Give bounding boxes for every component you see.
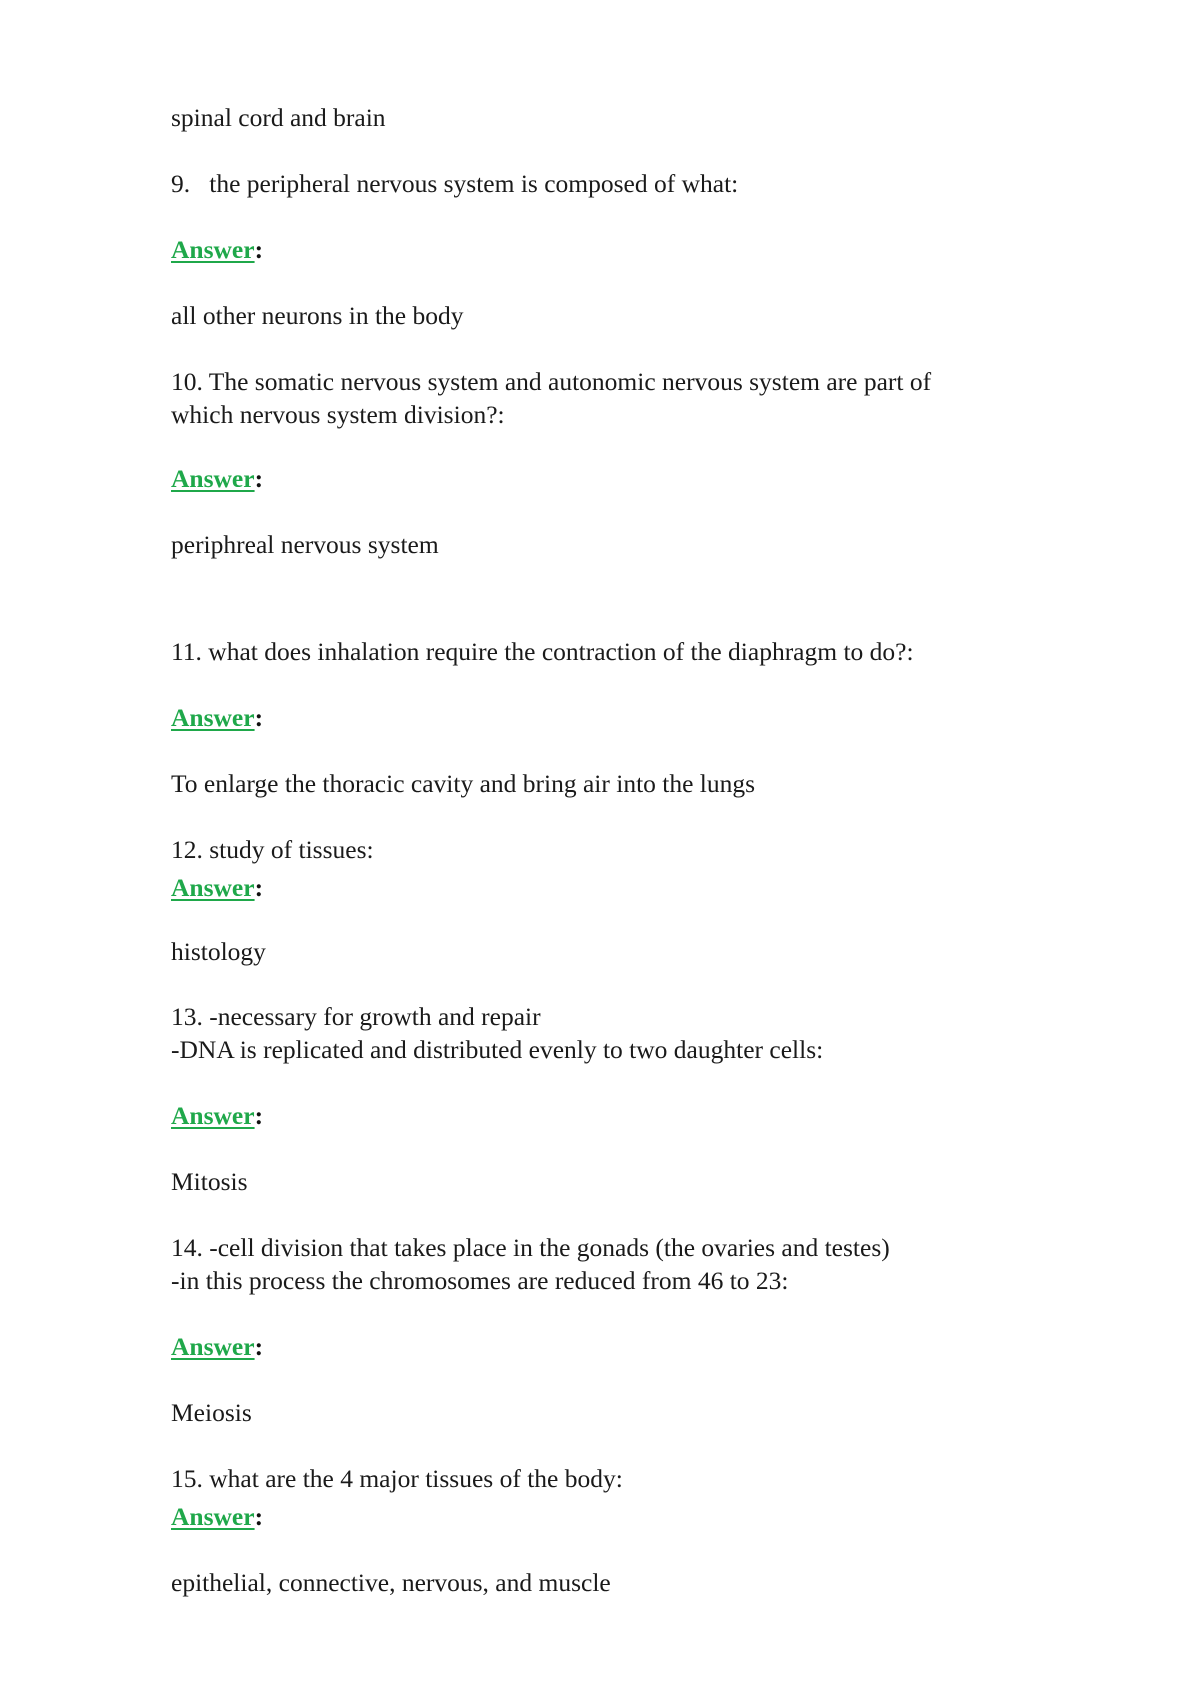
answer-link-13[interactable]: Answer (171, 1101, 255, 1130)
answer-text-10: periphreal nervous system (171, 530, 439, 559)
answer-label-15: Answer: (171, 1502, 264, 1531)
question-10-line-2: which nervous system division?: (171, 400, 505, 429)
question-14-line-1: 14. -cell division that takes place in the gonads (the ovaries and testes) (171, 1233, 890, 1262)
answer-label-12: Answer: (171, 873, 264, 902)
answer-label-9: Answer: (171, 235, 264, 264)
answer-link-10[interactable]: Answer (171, 464, 255, 493)
question-10-line-1: 10. The somatic nervous system and autonomic nervous system are part of (171, 367, 932, 396)
answer-label-13: Answer: (171, 1101, 264, 1130)
answer-link-12[interactable]: Answer (171, 873, 255, 902)
answer-text-9: all other neurons in the body (171, 301, 464, 330)
answer-text-11: To enlarge the thoracic cavity and bring air into the lungs (171, 769, 756, 798)
question-9: 9. the peripheral nervous system is composed of what: (171, 169, 739, 198)
answer-link-9[interactable]: Answer (171, 235, 255, 264)
question-12: 12. study of tissues: (171, 835, 374, 864)
question-11: 11. what does inhalation require the contraction of the diaphragm to do?: (171, 637, 914, 666)
answer-label-10: Answer: (171, 464, 264, 493)
answer-text-15: epithelial, connective, nervous, and muscle (171, 1568, 611, 1597)
question-15: 15. what are the 4 major tissues of the body: (171, 1464, 623, 1493)
answer-label-14: Answer: (171, 1332, 264, 1361)
answer-link-14[interactable]: Answer (171, 1332, 255, 1361)
answer-text-14: Meiosis (171, 1398, 252, 1427)
question-14-line-2: -in this process the chromosomes are reduced from 46 to 23: (171, 1266, 789, 1295)
answer-link-15[interactable]: Answer (171, 1502, 255, 1531)
answer-label-11: Answer: (171, 703, 264, 732)
answer-text-13: Mitosis (171, 1167, 248, 1196)
question-13-line-2: -DNA is replicated and distributed evenly to two daughter cells: (171, 1035, 824, 1064)
answer-text-8: spinal cord and brain (171, 103, 386, 132)
answer-link-11[interactable]: Answer (171, 703, 255, 732)
answer-text-12: histology (171, 937, 266, 966)
question-13-line-1: 13. -necessary for growth and repair (171, 1002, 541, 1031)
